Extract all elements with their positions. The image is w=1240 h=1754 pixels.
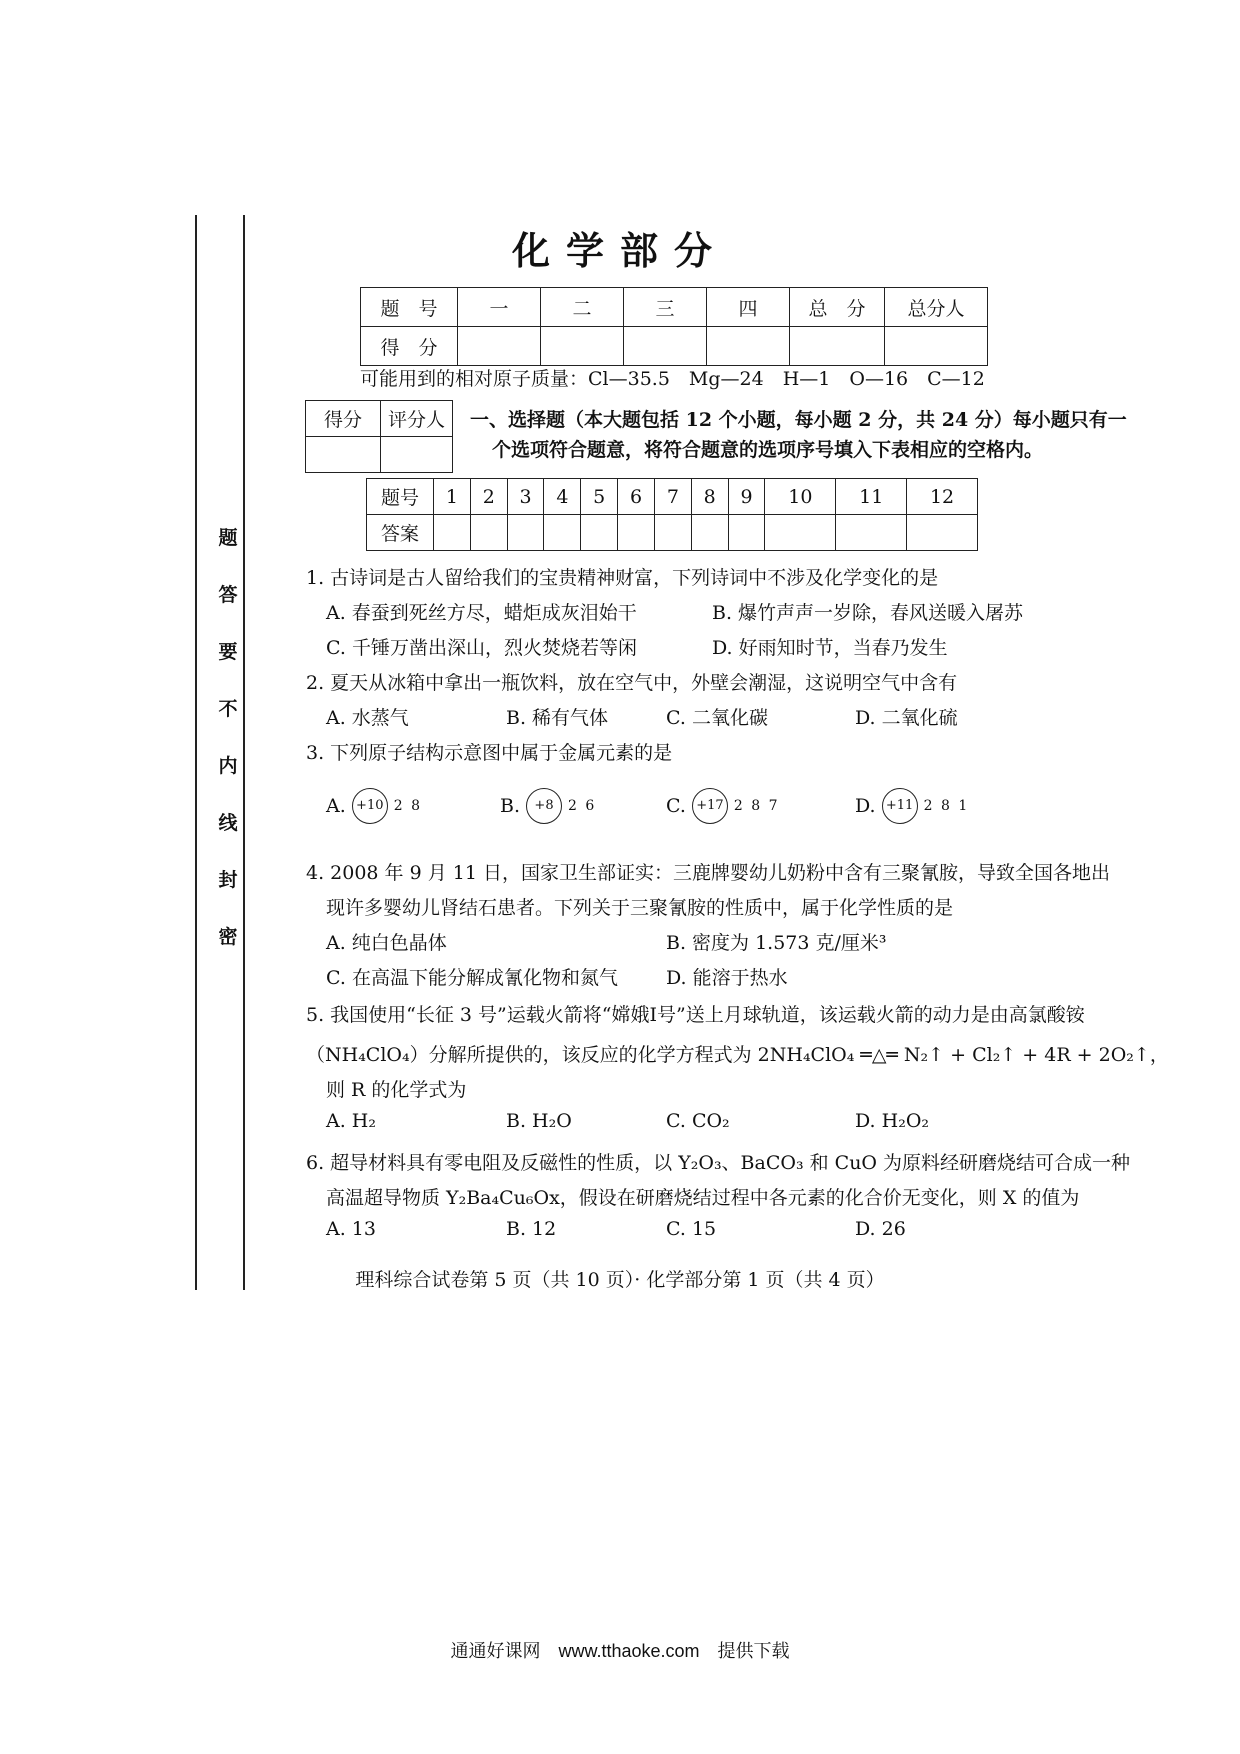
question-number: 2 xyxy=(470,479,507,515)
answer-cell[interactable] xyxy=(470,515,507,551)
atom-diagram-d xyxy=(855,788,969,824)
answer-cell[interactable] xyxy=(434,515,471,551)
page-footer: 理科综合试卷第 5 页（共 10 页）· 化学部分第 1 页（共 4 页） xyxy=(355,1269,885,1291)
answer-cell[interactable] xyxy=(507,515,544,551)
electron-shells: 2 6 xyxy=(568,798,597,814)
score-cell[interactable] xyxy=(541,327,624,366)
question-number: 5 xyxy=(581,479,618,515)
score-header: 三 xyxy=(624,288,707,327)
download-note: 通通好课网 www.tthaoke.com 提供下载 xyxy=(450,1641,790,1661)
question-5-option-d: D. H₂O₂ xyxy=(855,1110,930,1132)
score-cell[interactable] xyxy=(790,327,885,366)
grader-name-label: 评分人 xyxy=(381,401,453,437)
binding-line-inner xyxy=(243,215,245,1290)
question-4-option-c: C. 在高温下能分解成氰化物和氮气 xyxy=(326,967,618,989)
atom-option-label: B. xyxy=(500,795,521,817)
grader-score-cell[interactable] xyxy=(306,437,381,473)
atom-option-label: C. xyxy=(666,795,686,817)
score-cell[interactable] xyxy=(707,327,790,366)
question-number: 7 xyxy=(654,479,691,515)
question-3-stem: 3. 下列原子结构示意图中属于金属元素的是 xyxy=(306,742,673,764)
score-cell[interactable] xyxy=(624,327,707,366)
question-5-stem-line2: （NH₄ClO₄）分解所提供的，该反应的化学方程式为 2NH₄ClO₄ ═△═ N₂↑ + Cl₂↑ + 4R + 2O₂↑， xyxy=(306,1044,1169,1066)
question-1-stem: 1. 古诗词是古人留给我们的宝贵精神财富，下列诗词中不涉及化学变化的是 xyxy=(306,567,939,589)
answer-cell[interactable] xyxy=(544,515,581,551)
answer-cell[interactable] xyxy=(691,515,728,551)
question-number: 9 xyxy=(728,479,765,515)
atom-diagram-b xyxy=(500,788,596,824)
question-1-option-a: A. 春蚕到死丝方尽，蜡炬成灰泪始干 xyxy=(326,602,637,624)
electron-shells: 2 8 7 xyxy=(733,798,780,814)
page-title: 化学部分 xyxy=(511,228,728,273)
question-2-option-c: C. 二氧化碳 xyxy=(666,707,768,729)
question-5-option-b: B. H₂O xyxy=(506,1110,572,1132)
question-5-stem-line3: 则 R 的化学式为 xyxy=(326,1079,467,1101)
score-cell[interactable] xyxy=(885,327,988,366)
score-row-label: 得 分 xyxy=(361,327,458,366)
answer-row-label: 答案 xyxy=(367,515,434,551)
question-number: 8 xyxy=(691,479,728,515)
atom-option-label: D. xyxy=(855,795,876,817)
question-6-option-a: A. 13 xyxy=(326,1218,376,1240)
binding-line-outer xyxy=(195,215,197,1290)
seal-notice: 题 答 要 不 内 线 封 密 xyxy=(218,527,238,948)
section-heading: 一、选择题（本大题包括 12 个小题，每小题 2 分，共 24 分）每小题只有一 xyxy=(470,409,1127,431)
question-6-stem-line2: 高温超导物质 Y₂Ba₄Cu₆Ox，假设在研磨烧结过程中各元素的化合价无变化，则 X 的值为 xyxy=(326,1187,1080,1209)
question-2-option-a: A. 水蒸气 xyxy=(326,707,409,729)
question-6-option-d: D. 26 xyxy=(855,1218,906,1240)
atom-option-label: A. xyxy=(326,795,346,817)
answer-table xyxy=(366,478,978,551)
question-number: 3 xyxy=(507,479,544,515)
question-5-option-c: C. CO₂ xyxy=(666,1110,730,1132)
atomic-masses: 可能用到的相对原子质量：Cl—35.5 Mg—24 H—1 O—16 C—12 xyxy=(360,368,985,390)
answer-row-label: 题号 xyxy=(367,479,434,515)
question-number: 10 xyxy=(765,479,836,515)
question-number: 4 xyxy=(544,479,581,515)
score-header: 题 号 xyxy=(361,288,458,327)
question-number: 6 xyxy=(618,479,655,515)
answer-cell[interactable] xyxy=(728,515,765,551)
question-6-option-b: B. 12 xyxy=(506,1218,557,1240)
section-instructions: 个选项符合题意，将符合题意的选项序号填入下表相应的空格内。 xyxy=(492,439,1044,461)
score-header: 二 xyxy=(541,288,624,327)
score-header: 四 xyxy=(707,288,790,327)
nucleus: +10 xyxy=(352,788,388,824)
nucleus: +11 xyxy=(882,788,918,824)
score-header: 一 xyxy=(458,288,541,327)
question-4-option-b: B. 密度为 1.573 克/厘米³ xyxy=(666,932,887,954)
score-cell[interactable] xyxy=(458,327,541,366)
score-header: 总 分 xyxy=(790,288,885,327)
question-4-option-a: A. 纯白色晶体 xyxy=(326,932,447,954)
question-4-stem-line2: 现许多婴幼儿肾结石患者。下列关于三聚氰胺的性质中，属于化学性质的是 xyxy=(326,897,954,919)
answer-cell[interactable] xyxy=(654,515,691,551)
question-4-option-d: D. 能溶于热水 xyxy=(666,967,788,989)
answer-cell[interactable] xyxy=(836,515,907,551)
atom-diagram-c xyxy=(666,788,780,824)
question-5-stem: 5. 我国使用“长征 3 号”运载火箭将“嫦娥Ⅰ号”送上月球轨道，该运载火箭的动力是由高氯酸铵 xyxy=(306,1004,1085,1026)
grader-box xyxy=(305,400,453,473)
question-6-stem: 6. 超导材料具有零电阻及反磁性的性质，以 Y₂O₃、BaCO₃ 和 CuO 为原料经研磨烧结可合成一种 xyxy=(306,1152,1131,1174)
electron-shells: 2 8 1 xyxy=(923,798,970,814)
nucleus: +17 xyxy=(692,788,728,824)
grader-score-label: 得分 xyxy=(306,401,381,437)
score-table xyxy=(360,287,988,366)
question-1-option-b: B. 爆竹声声一岁除，春风送暖入屠苏 xyxy=(712,602,1024,624)
question-2-stem: 2. 夏天从冰箱中拿出一瓶饮料，放在空气中，外壁会潮湿，这说明空气中含有 xyxy=(306,672,958,694)
atom-diagram-a xyxy=(326,788,422,824)
electron-shells: 2 8 xyxy=(393,798,423,814)
nucleus: +8 xyxy=(526,788,562,824)
question-number: 12 xyxy=(907,479,978,515)
answer-cell[interactable] xyxy=(765,515,836,551)
score-header: 总分人 xyxy=(885,288,988,327)
question-6-option-c: C. 15 xyxy=(666,1218,717,1240)
question-number: 11 xyxy=(836,479,907,515)
question-number: 1 xyxy=(434,479,471,515)
question-1-option-c: C. 千锤万凿出深山，烈火焚烧若等闲 xyxy=(326,637,637,659)
question-4-stem: 4. 2008 年 9 月 11 日，国家卫生部证实：三鹿牌婴幼儿奶粉中含有三聚氰胺，导致全国各地出 xyxy=(306,862,1110,884)
answer-cell[interactable] xyxy=(581,515,618,551)
grader-name-cell[interactable] xyxy=(381,437,453,473)
question-2-option-d: D. 二氧化硫 xyxy=(855,707,958,729)
answer-cell[interactable] xyxy=(907,515,978,551)
question-1-option-d: D. 好雨知时节，当春乃发生 xyxy=(712,637,948,659)
question-2-option-b: B. 稀有气体 xyxy=(506,707,609,729)
answer-cell[interactable] xyxy=(618,515,655,551)
question-5-option-a: A. H₂ xyxy=(326,1110,376,1132)
